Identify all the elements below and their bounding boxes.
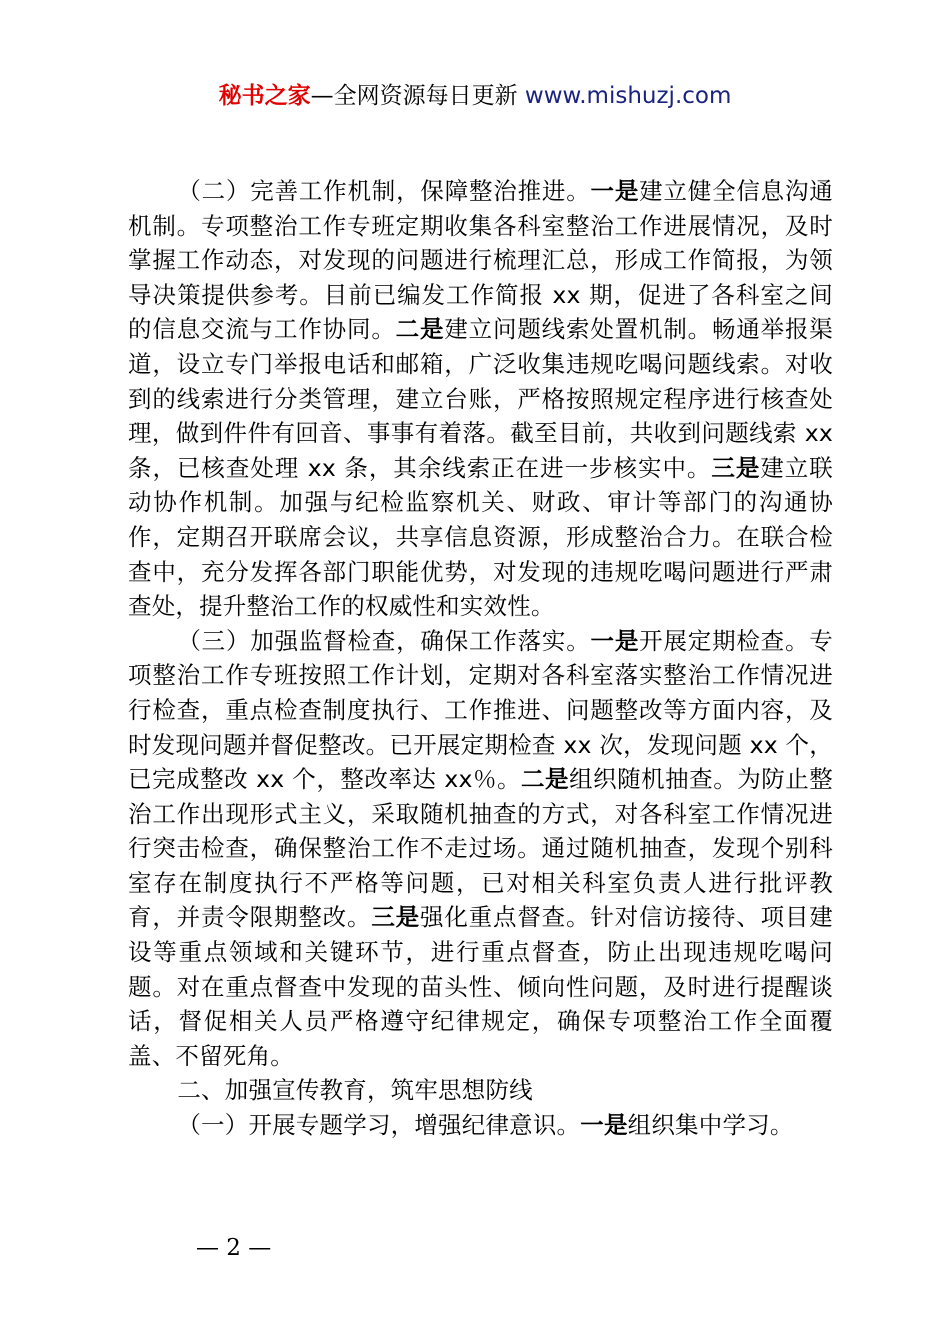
heading-text: 二、加强宣传教育，筑牢思想防线 xyxy=(177,1076,533,1105)
text-segment: 建立问题线索处置机制。畅通举报渠道，设立专门举报电话和邮箱，广泛收集违规吃喝问题线索。对收到的线索进行分类管理，建立台账，严格按照规定程序进行核查处理，做到件件有回音、事事有着落。截至目前，共收到问题线索 xx 条，已核查处理 xx 条，其余线索正在进一步核实中。 xyxy=(128,315,834,482)
text-segment: 开展定期检查。专项整治工作专班按照工作计划，定期对各科室落实整治工作情况进行检查，重点检查制度执行、工作推进、问题整改等方面内容，及时发现问题并督促整改。已开展定期检查 xx 次，发现问题 xx 个，已完成整改 xx 个，整改率达 xx％。 xyxy=(128,626,833,794)
paragraph xyxy=(128,1108,833,1143)
bold-marker: 三是 xyxy=(711,453,761,482)
bold-marker: 三是 xyxy=(371,903,420,932)
bold-marker: 一是 xyxy=(590,626,640,655)
bold-marker: 二是 xyxy=(521,765,570,794)
paragraph xyxy=(128,174,833,624)
brand-name: 秘书之家 xyxy=(218,83,311,109)
site-banner xyxy=(0,78,950,114)
text-segment: （三）加强监督检查，确保工作落实。 xyxy=(177,626,591,655)
text-segment: 组织集中学习。 xyxy=(627,1111,794,1140)
page-number: — 2 — xyxy=(196,1235,272,1261)
text-segment: （一）开展专题学习，增强纪律意识。 xyxy=(177,1111,581,1140)
text-segment: 强化重点督查。针对信访接待、项目建设等重点领域和关键环节，进行重点督查，防止出现违规吃喝问题。对在重点督查中发现的苗头性、倾向性问题，及时进行提醒谈话，督促相关人员严格遵守纪律规定，确保专项整治工作全面覆盖、不留死角。 xyxy=(128,903,834,1070)
banner-tagline: —全网资源每日更新 xyxy=(310,83,525,109)
paragraph xyxy=(128,624,833,1074)
text-segment: 建立联动协作机制。加强与纪检监察机关、财政、审计等部门的沟通协作，定期召开联席会议，共享信息资源，形成整治合力。在联合检查中，充分发挥各部门职能优势，对发现的违规吃喝问题进行严肃查处，提升整治工作的权威性和实效性。 xyxy=(128,453,833,621)
text-segment: 组织随机抽查。为防止整治工作出现形式主义，采取随机抽查的方式，对各科室工作情况进行突击检查，确保整治工作不走过场。通过随机抽查，发现个别科室存在制度执行不严格等问题，已对相关科室负责人进行批评教育，并责令限期整改。 xyxy=(128,765,833,932)
site-url: www.mishuzj.com xyxy=(524,83,732,109)
bold-marker: 一是 xyxy=(580,1111,628,1140)
bold-marker: 二是 xyxy=(395,315,445,344)
section-heading xyxy=(128,1073,833,1108)
text-segment: 建立健全信息沟通机制。专项整治工作专班定期收集各科室整治工作进展情况，及时掌握工作动态，对发现的问题进行梳理汇总，形成工作简报，为领导决策提供参考。目前已编发工作简报 xx 期，促进了各科室之间的信息交流与工作协同。 xyxy=(128,177,833,344)
text-segment: （二）完善工作机制，保障整治推进。 xyxy=(177,177,591,205)
document-body xyxy=(128,174,833,1143)
bold-marker: 一是 xyxy=(590,177,640,205)
